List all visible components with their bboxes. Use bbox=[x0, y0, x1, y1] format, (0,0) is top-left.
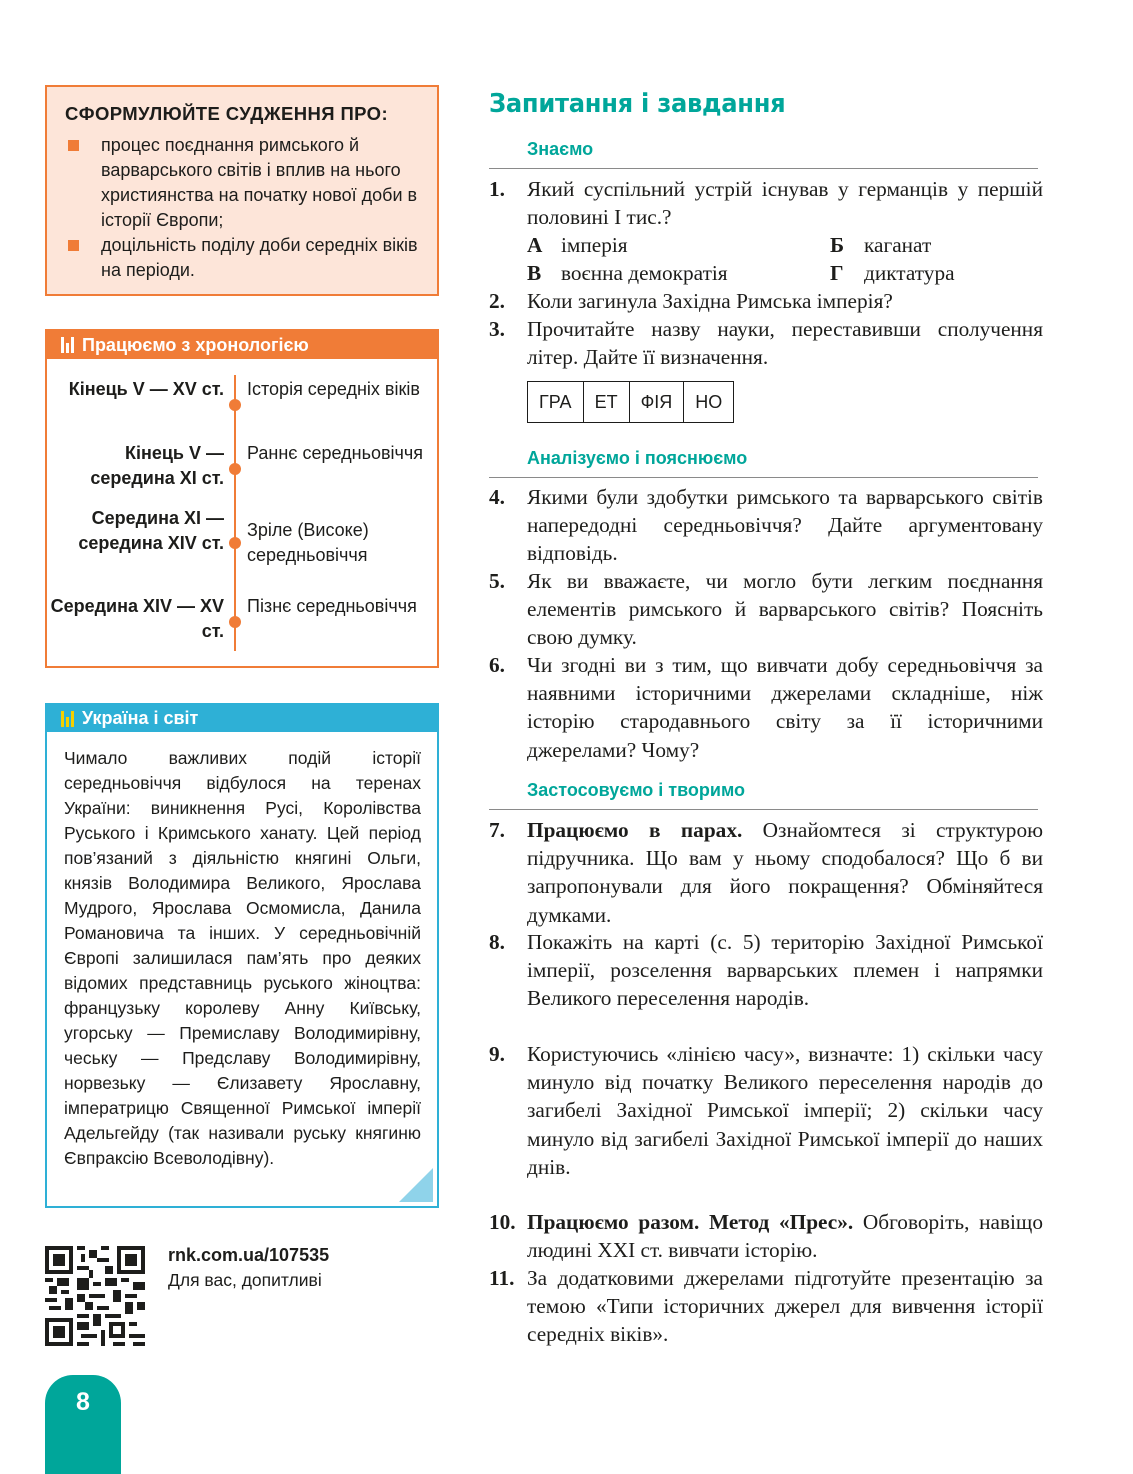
question-item bbox=[489, 1264, 1043, 1349]
question-text: Прочитайте назву науки, переставивши сполучення літер. Дайте її визначення. bbox=[527, 317, 1043, 370]
option-letter: А bbox=[527, 233, 543, 257]
answer-option[interactable] bbox=[527, 231, 628, 259]
timeline-dot bbox=[229, 463, 241, 475]
chronology-header bbox=[47, 331, 437, 359]
option-letter: В bbox=[527, 261, 542, 285]
question-number: 5. bbox=[489, 569, 505, 593]
question-item bbox=[489, 651, 1043, 764]
question-item bbox=[489, 1040, 1043, 1181]
judgement-item bbox=[65, 233, 419, 283]
bars-icon bbox=[61, 337, 74, 353]
question-number: 6. bbox=[489, 653, 505, 677]
chronology-period: Середина XI — середина XIV ст. bbox=[78, 508, 224, 553]
question-number: 7. bbox=[489, 818, 505, 842]
question-lead: Працюємо в парах. bbox=[527, 818, 743, 842]
section-divider bbox=[489, 168, 1038, 169]
question-number: 3. bbox=[489, 317, 505, 341]
letter-cell: ГРА bbox=[528, 382, 584, 423]
answer-option[interactable] bbox=[830, 259, 955, 287]
judgement-item-text: процес поєднання римського й варварського світів і вплив на нього християнства на початку нової доби в історії Європи; bbox=[101, 135, 418, 230]
ukraine-header bbox=[47, 705, 437, 732]
letter-table bbox=[527, 381, 734, 423]
question-item bbox=[489, 1208, 1043, 1264]
question-text: Коли загинула Західна Римська імперія? bbox=[527, 289, 893, 313]
judgement-item-text: доцільність поділу доби середніх віків на періоди. bbox=[101, 235, 418, 280]
timeline-line bbox=[234, 375, 236, 651]
question-text: Якими були здобутки римського та варварського світів напередодні середньовіччя? Дайте аргументовану відповідь. bbox=[527, 485, 1043, 566]
answer-option[interactable] bbox=[830, 231, 931, 259]
question-item bbox=[489, 567, 1043, 652]
option-text: імперія bbox=[561, 233, 628, 257]
letter-cell: ЕТ bbox=[583, 382, 629, 423]
question-text: За додатковими джерелами підготуйте презентацію за темою «Типи історичних джерел для вивчення історії середніх віків». bbox=[527, 1266, 1043, 1347]
question-body: Ознайомтеся зі структурою підручника. Що вам у ньому сподобалося? Що б ви запропонували для його покращення? Обміняйтеся думками. bbox=[527, 818, 1044, 927]
option-letter: Б bbox=[830, 233, 845, 257]
chronology-period: Кінець V — середина XI ст. bbox=[90, 443, 224, 488]
chronology-name: Пізнє середньовіччя bbox=[247, 596, 417, 616]
chronology-period: Середина XIV — XV ст. bbox=[50, 596, 224, 641]
question-lead: Працюємо разом. Метод «Прес». bbox=[527, 1210, 854, 1234]
timeline-dot bbox=[229, 537, 241, 549]
chronology-name: Історія середніх віків bbox=[247, 379, 420, 399]
option-letter: Г bbox=[830, 261, 844, 285]
timeline-dot bbox=[229, 616, 241, 628]
question-item bbox=[489, 175, 1043, 231]
page-corner-icon bbox=[399, 1168, 433, 1202]
chronology-box bbox=[45, 329, 439, 668]
option-text: диктатура bbox=[864, 261, 955, 285]
square-bullet-icon bbox=[68, 140, 79, 151]
question-number: 9. bbox=[489, 1042, 505, 1066]
section-heading: Застосовуємо і творимо bbox=[527, 780, 746, 800]
section-divider bbox=[489, 477, 1038, 478]
question-body: Обговоріть, навіщо людині XXI ст. вивчати історію. bbox=[527, 1210, 1043, 1263]
question-text: Користуючись «лінією часу», визначте: 1) скільки часу минуло від початку Великого переселення народів до загибелі Західної Римської імперії; 2) скільки часу минуло від загибелі Західної Римської імперії до наших днів. bbox=[527, 1042, 1043, 1179]
question-item bbox=[489, 315, 1043, 371]
answer-option[interactable] bbox=[527, 259, 728, 287]
judgement-box bbox=[45, 85, 439, 296]
qr-url-link[interactable]: rnk.com.ua/107535 bbox=[168, 1245, 330, 1265]
letter-cell: ФІЯ bbox=[629, 382, 684, 423]
question-number: 8. bbox=[489, 930, 505, 954]
judgement-title: СФОРМУЛЮЙТЕ СУДЖЕННЯ ПРО: bbox=[65, 103, 389, 124]
question-number: 10. bbox=[489, 1210, 516, 1234]
question-item bbox=[489, 816, 1043, 929]
question-number: 4. bbox=[489, 485, 505, 509]
qr-caption: Для вас, допитливі bbox=[168, 1270, 322, 1290]
page-number: 8 bbox=[45, 1375, 121, 1474]
option-text: воєнна демократія bbox=[561, 261, 728, 285]
qr-code[interactable] bbox=[45, 1246, 145, 1346]
letter-cell: НО bbox=[684, 382, 734, 423]
question-number: 11. bbox=[489, 1266, 515, 1290]
question-number: 1. bbox=[489, 177, 505, 201]
ukraine-header-label: Україна і світ bbox=[82, 708, 199, 728]
square-bullet-icon bbox=[68, 240, 79, 251]
question-text: Який суспільний устрій існував у германців у першій половині І тис.? bbox=[527, 177, 1043, 230]
chronology-period: Кінець V — XV ст. bbox=[68, 379, 224, 399]
option-text: каганат bbox=[864, 233, 932, 257]
section-heading: Аналізуємо і пояснюємо bbox=[527, 448, 748, 468]
page-title: Запитання і завдання bbox=[489, 89, 786, 119]
question-item bbox=[489, 483, 1043, 568]
question-item bbox=[489, 928, 1043, 1013]
section-heading: Знаємо bbox=[527, 139, 594, 159]
chronology-name: Раннє середньовіччя bbox=[247, 443, 424, 463]
ukraine-box bbox=[45, 703, 439, 1208]
question-item bbox=[489, 287, 1043, 315]
chronology-header-label: Працюємо з хронологією bbox=[82, 334, 309, 355]
question-text bbox=[527, 1208, 1043, 1264]
chronology-name: Зріле (Високе) середньовіччя bbox=[247, 520, 369, 565]
judgement-item bbox=[65, 133, 419, 233]
ukraine-text: Чимало важливих подій історії середньовіччя відбулося на теренах України: виникнення Русі, Королівства Руського і Кримського ханату. Цей період пов’язаний з діяльністю княгині Ольги, князів Володимира Великого, Ярослава Мудрого, Ярослава Осмомисла, Данила Романовича та інших. У середньовічній Європі залишилася пам’ять про деяких відомих представниць руського жіноцтва: французьку королеву Анну Київську, угорську — Премиславу Володимирівну, чеську — Предславу Володимирівну, норвезьку — Єлизавету Ярославну, імператрицю Священної Римської імперії Адельгейду (так називали руську княгиню Євпраксію Всеволодівну). bbox=[64, 748, 421, 1168]
question-text bbox=[527, 816, 1043, 929]
question-text: Покажіть на карті (с. 5) територію Західної Римської імперії, розселення варварських племен і напрямки Великого переселення народів. bbox=[527, 930, 1043, 1011]
question-text: Чи згодні ви з тим, що вивчати добу середньовіччя за наявними історичними джерелами складніше, ніж історію стародавнього світу за її історичними джерелами? Чому? bbox=[527, 653, 1043, 762]
section-divider bbox=[489, 809, 1038, 810]
bars-icon bbox=[61, 711, 74, 727]
question-number: 2. bbox=[489, 289, 505, 313]
timeline-dot bbox=[229, 399, 241, 411]
question-text: Як ви вважаєте, чи могло бути легким поєднання елементів римського й варварського світів? Поясніть свою думку. bbox=[527, 569, 1043, 650]
